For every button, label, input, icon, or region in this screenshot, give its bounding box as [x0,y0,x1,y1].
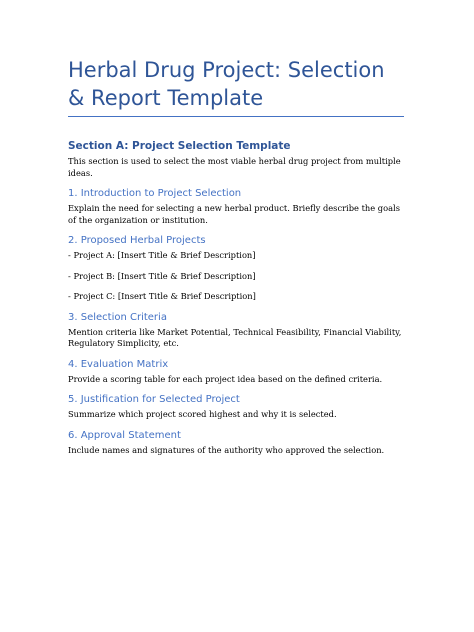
subsection-1-text: Explain the need for selecting a new herbal product. Briefly describe the goals of the organization or institution. [68,203,400,225]
subsection-4-text: Provide a scoring table for each project idea based on the defined criteria. [68,373,383,384]
subsection-6-text: Include names and signatures of the authority who approved the selection. [68,444,385,455]
project-a-item: - Project A: [Insert Title & Brief Description] [68,250,256,260]
document-title: Herbal Drug Project: Selection & Report Template [68,56,404,117]
project-c-item: - Project C: [Insert Title & Brief Description] [68,291,256,301]
subsection-6-heading: 6. Approval Statement [68,429,181,441]
subsection-5-text: Summarize which project scored highest and why it is selected. [68,409,337,419]
section-a-heading: Section A: Project Selection Template [68,140,291,152]
subsection-1-heading: 1. Introduction to Project Selection [68,188,242,199]
subsection-3-text: Mention criteria like Market Potential, Technical Feasibility, Financial Viability, Regulatory Simplicity, etc. [68,326,402,348]
subsection-4-heading: 4. Evaluation Matrix [68,358,169,370]
project-b-item: - Project B: [Insert Title & Brief Description] [68,270,256,281]
document-page [68,56,404,456]
section-a-intro: This section is used to select the most viable herbal drug project from multiple ideas. [68,156,401,178]
subsection-2-heading: 2. Proposed Herbal Projects [68,235,206,246]
subsection-5-heading: 5. Justification for Selected Project [68,394,240,405]
subsection-3-heading: 3. Selection Criteria [68,311,167,323]
